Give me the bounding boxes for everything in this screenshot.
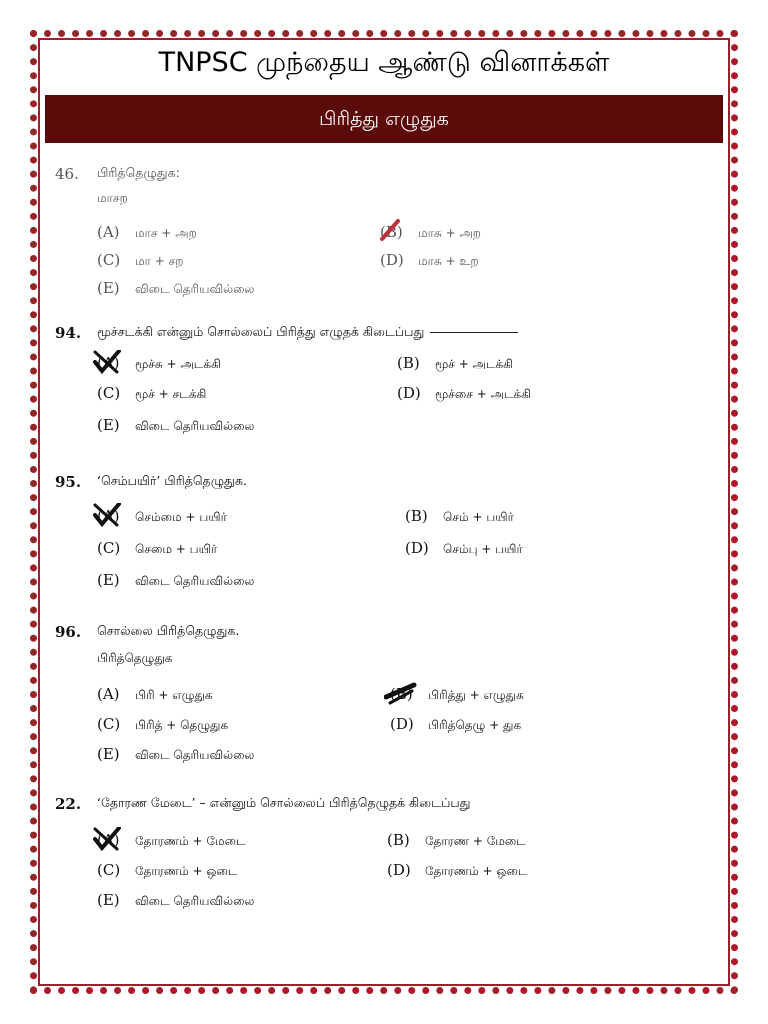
question-number: 96.: [55, 623, 82, 641]
option-a[interactable]: (A) மூச்சு + அடக்கி: [97, 354, 221, 373]
option-a[interactable]: (A) மாச + அற: [97, 223, 197, 241]
question-number: 95.: [55, 473, 82, 491]
answer-blank-line: [430, 332, 518, 333]
option-b[interactable]: (B) மாசு + அற: [380, 223, 481, 242]
option-a[interactable]: (A) பிரி + எழுதுக: [97, 685, 213, 703]
option-c[interactable]: (C) மா + சற: [97, 251, 184, 269]
question-46: [55, 165, 705, 305]
question-96: [55, 623, 705, 773]
question-text: பிரித்தெழுதுக:: [97, 165, 180, 180]
question-22: [55, 795, 705, 915]
question-subtext: மாசற: [97, 191, 128, 205]
option-b[interactable]: (B) பிரித்து + எழுதுக: [390, 685, 524, 704]
option-d[interactable]: (D) செம்பு + பயிர்: [405, 539, 523, 557]
question-number: 46.: [55, 165, 79, 183]
option-b[interactable]: (B) மூச் + அடக்கி: [397, 354, 514, 372]
question-number: 94.: [55, 324, 82, 342]
option-e[interactable]: (E) விடை தெரியவில்லை: [97, 416, 255, 434]
option-b[interactable]: (B) செம் + பயிர்: [405, 507, 514, 525]
question-text: சொல்லை பிரித்தெழுதுக.: [97, 623, 240, 638]
question-95: [55, 473, 705, 593]
option-c[interactable]: (C) மூச் + சடக்கி: [97, 384, 207, 402]
section-banner: பிரித்து எழுதுக: [45, 95, 723, 143]
page-frame: [30, 30, 738, 994]
option-c[interactable]: (C) தோரணம் + ஒடை: [97, 861, 238, 879]
option-e[interactable]: (E) விடை தெரியவில்லை: [97, 891, 255, 909]
option-d[interactable]: (D) தோரணம் + ஒடை: [387, 861, 528, 879]
question-text: மூச்சடக்கி என்னும் சொல்லைப் பிரித்து எழுதக் கிடைப்பது: [97, 324, 518, 341]
option-c[interactable]: (C) பிரித் + தெழுதுக: [97, 715, 229, 733]
question-94: [55, 324, 705, 444]
option-d[interactable]: (D) மாசு + உற: [380, 251, 479, 269]
option-e[interactable]: (E) விடை தெரியவில்லை: [97, 745, 255, 763]
option-a[interactable]: (A) தோரணம் + மேடை: [97, 831, 246, 850]
option-a[interactable]: (A) செம்மை + பயிர்: [97, 507, 227, 526]
question-text: ‘செம்பயிர்’ பிரித்தெழுதுக.: [97, 473, 247, 488]
question-text: ‘தோரண மேடை’ – என்னும் சொல்லைப் பிரித்தெழுதக் கிடைப்பது: [97, 795, 471, 810]
option-e[interactable]: (E) விடை தெரியவில்லை: [97, 571, 255, 589]
question-list: [37, 37, 731, 987]
option-d[interactable]: (D) மூச்சை + அடக்கி: [397, 384, 532, 402]
page-title: TNPSC முந்தைய ஆண்டு வினாக்கள்: [158, 47, 610, 78]
question-subtext: பிரித்தெழுதுக: [97, 651, 173, 665]
option-c[interactable]: (C) செமை + பயிர்: [97, 539, 218, 557]
option-d[interactable]: (D) பிரித்தெழு + துக: [390, 715, 522, 733]
option-e[interactable]: (E) விடை தெரியவில்லை: [97, 279, 255, 297]
question-number: 22.: [55, 795, 82, 813]
option-b[interactable]: (B) தோரண + மேடை: [387, 831, 526, 849]
